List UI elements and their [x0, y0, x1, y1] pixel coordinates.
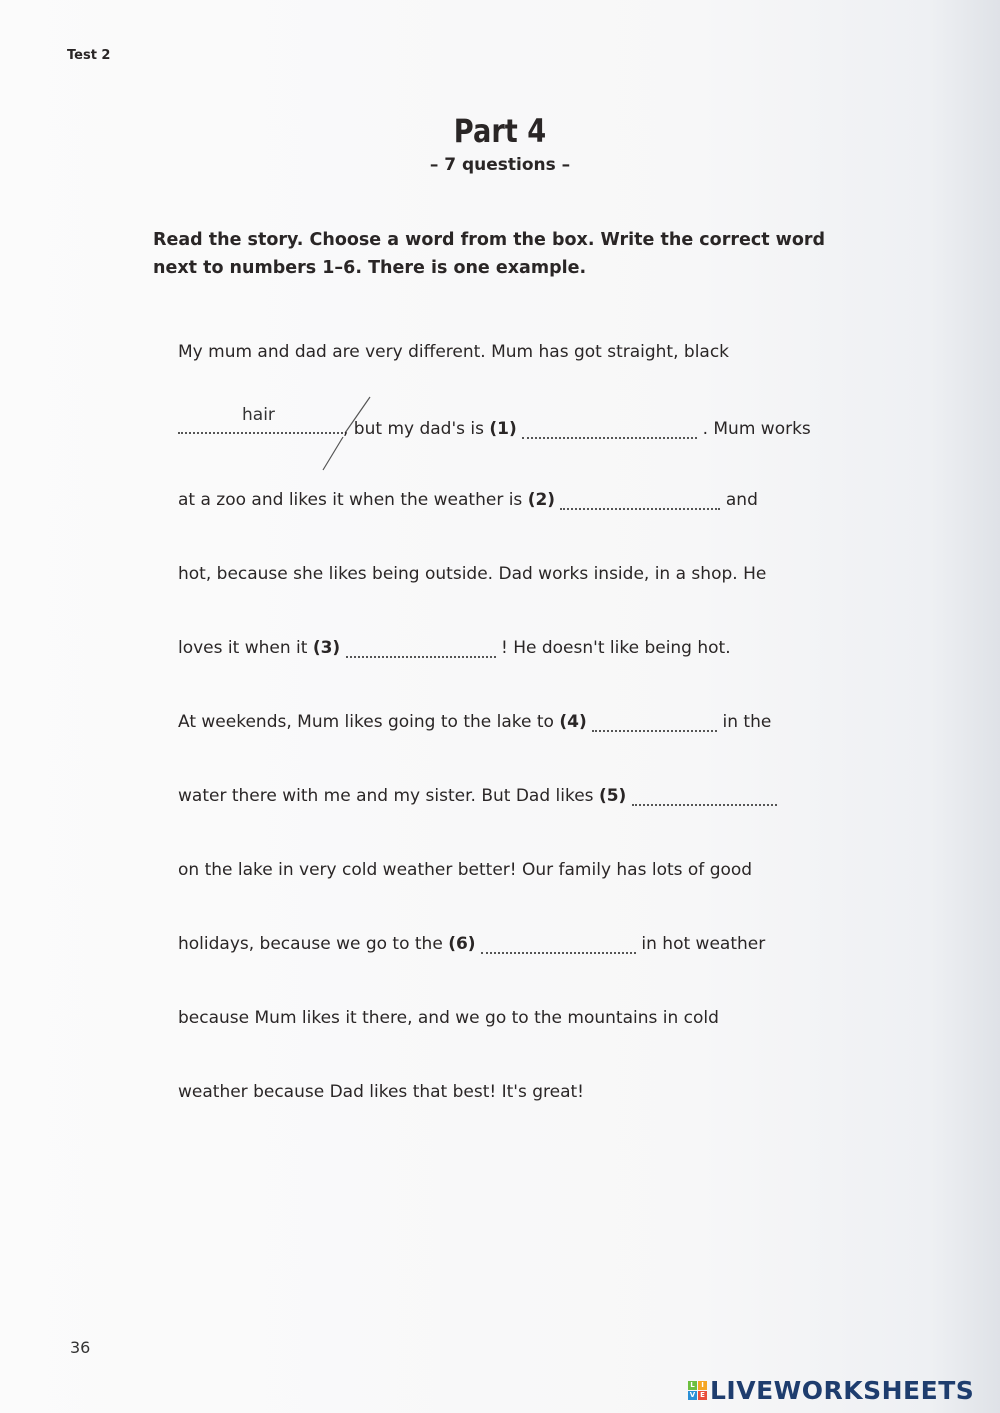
- story-line-5: [178, 638, 731, 658]
- liveworksheets-logo: [688, 1376, 974, 1405]
- story-text: at a zoo and likes it when the weather is: [178, 490, 523, 510]
- story-text: holidays, because we go to the: [178, 934, 443, 954]
- page-number: 36: [70, 1338, 91, 1357]
- story-line-7: [178, 786, 777, 806]
- story-text: in hot weather: [641, 934, 766, 954]
- story-text: loves it when it: [178, 638, 308, 658]
- story-line-8: on the lake in very cold weather better! Our family has lots of good: [178, 860, 753, 880]
- question-number-5: (5): [598, 786, 627, 806]
- story-line-6: [178, 712, 771, 732]
- answer-input-1[interactable]: [522, 421, 697, 439]
- instructions: Read the story. Choose a word from the box. Write the correct word next to numbers 1–6. There is one example.: [153, 230, 825, 278]
- answer-input-5[interactable]: [632, 788, 777, 806]
- story-text: . Mum works: [702, 419, 811, 439]
- logo-letter: V: [689, 1391, 696, 1399]
- part-title: Part 4: [453, 112, 547, 150]
- answer-input-4[interactable]: [592, 714, 717, 732]
- story-text: in the: [722, 712, 772, 732]
- logo-letter: L: [688, 1381, 697, 1390]
- example-answer: hair: [242, 405, 275, 425]
- part-subtitle: – 7 questions –: [429, 155, 571, 175]
- question-number-1: (1): [489, 419, 517, 439]
- answer-input-2[interactable]: [560, 492, 720, 510]
- answer-input-6[interactable]: [481, 936, 636, 954]
- story-text: , but my dad's is: [343, 419, 484, 439]
- logo-icon: [688, 1381, 707, 1400]
- question-number-6: (6): [448, 934, 476, 954]
- logo-text: LIVEWORKSHEETS: [710, 1376, 975, 1405]
- story-line-11: weather because Dad likes that best! It's great!: [178, 1082, 584, 1102]
- story-line-4: hot, because she likes being outside. Dad works inside, in a shop. He: [178, 564, 767, 584]
- story-line-3: [178, 490, 758, 510]
- logo-letter: I: [698, 1381, 707, 1390]
- story-line-10: because Mum likes it there, and we go to the mountains in cold: [178, 1008, 719, 1028]
- answer-input-3[interactable]: [346, 640, 496, 658]
- story-line-9: [178, 934, 765, 954]
- story-line-1: My mum and dad are very different. Mum has got straight, black: [178, 342, 730, 362]
- example-blank: [178, 416, 343, 434]
- question-number-4: (4): [559, 712, 587, 732]
- test-label: Test 2: [67, 48, 111, 63]
- story-text: At weekends, Mum likes going to the lake to: [178, 712, 554, 732]
- question-number-3: (3): [312, 638, 341, 658]
- story-line-2: [178, 416, 811, 439]
- story-text: ! He doesn't like being hot.: [501, 638, 731, 658]
- story-text: and: [725, 490, 758, 510]
- story-text: water there with me and my sister. But Dad likes: [178, 786, 594, 806]
- logo-letter: E: [698, 1391, 707, 1400]
- question-number-2: (2): [527, 490, 556, 510]
